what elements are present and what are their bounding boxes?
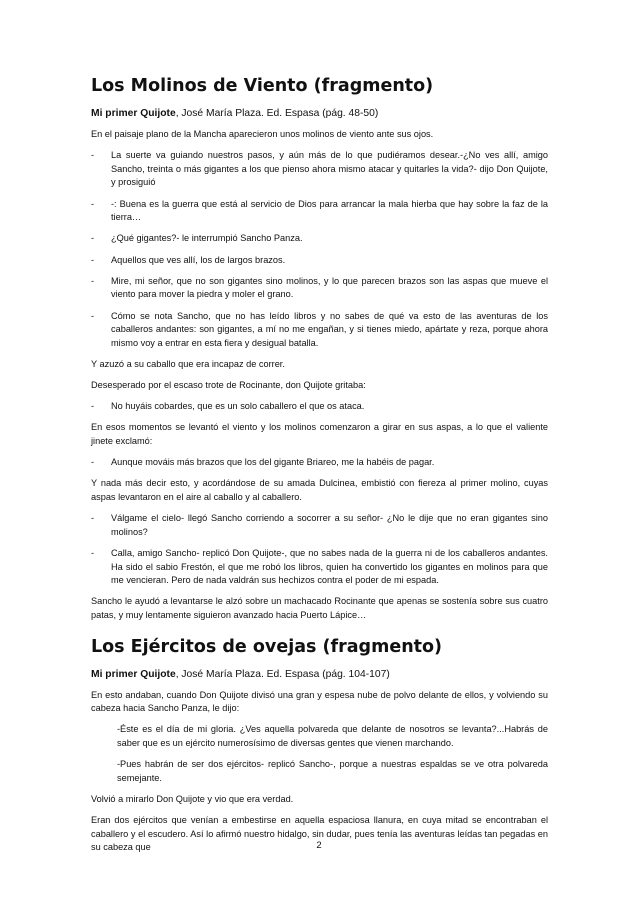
dialogue-line: - Aunque mováis más brazos que los del gigante Briareo, me la habéis de pagar. [91,457,435,468]
paragraph: En el paisaje plano de la Mancha aparecieron unos molinos de viento ante sus ojos. [91,129,434,139]
dialogue-line: - Mire, mi señor, que no son gigantes sino molinos, y lo que parecen brazos son las aspas que mueve el viento para mover la piedra y moler el grano. [91,275,548,300]
paragraph: En esto andaban, cuando Don Quijote divisó una gran y espesa nube de polvo delante de ellos, y volviendo su cabeza hacia Sancho Panza, le dijo: [91,689,548,714]
dialogue-line: - -: Buena es la guerra que está al servicio de Dios para arrancar la mala hierba que hay sobre la faz de la tierra… [91,198,548,223]
section-title-ejercitos: Los Ejércitos de ovejas (fragmento) [91,636,443,657]
dialogue-line: - Aquellos que ves allí, los de largos brazos. [91,254,286,265]
quote-block: -Pues habrán de ser dos ejércitos- replicó Sancho-, porque a nuestras espaldas se ve otra polvareda semejante. [117,759,548,783]
book-title: Mi primer Quijote [91,108,176,119]
page-number: 2 [316,840,322,851]
dialogue-line: - Válgame el cielo- llegó Sancho corriendo a socorrer a su señor- ¿No le dije que no eran gigantes sino molinos? [91,513,548,537]
dialogue-line: - Calla, amigo Sancho- replicó Don Quijote-, que no sabes nada de la guerra ni de los caballeros andantes. Ha sido el sabio Frestón, el que me robó los libros, quien ha convertido los gigantes en molinos para que me vencieran. Pero de nada valdrán sus hechizos contra el poder de mi espada. [91,547,548,586]
paragraph: Sancho le ayudó a levantarse le alzó sobre un machacado Rocinante que apenas se sostenía sobre sus cuatro patas, y muy lentamente siguieron avanzado hacia Puerto Lápice… [91,596,548,620]
paragraph: En esos momentos se levantó el viento y los molinos comenzaron a girar en sus aspas, a lo que el valiente jinete exclamó: [91,422,548,447]
document-page [91,76,548,862]
source-line [91,108,548,119]
dialogue-line: - ¿Qué gigantes?- le interrumpió Sancho Panza. [91,233,303,244]
paragraph: Y nada más decir esto, y acordándose de su amada Dulcinea, embistió con fiereza al primer molino, cuyas aspas levantaron en el aire al caballo y al caballero. [91,478,548,502]
book-title: Mi primer Quijote [91,668,176,680]
section-title-molinos: Los Molinos de Viento (fragmento) [91,76,434,96]
dialogue-line: - La suerte va guiando nuestros pasos, y aún más de lo que pudiéramos desear.-¿No ves allí, amigo Sancho, treinta o más gigantes a los que pienso ahora mismo atacar y quitarles la vida?- dijo Don Quijote, y prosiguió [91,150,548,188]
book-details: , José María Plaza. Ed. Espasa (pág. 48-50) [175,108,379,119]
source-line [91,669,548,680]
dialogue-line: - Cómo se nota Sancho, que no has leído libros y no sabes de qué va esto de las aventuras de los caballeros andantes: son gigantes, a mí no me engañan, y si tienes miedo, apártate y reza, porque ahora mismo voy a entrar en esta fiera y desigual batalla. [91,310,548,348]
quote-block: -Éste es el día de mi gloria. ¿Ves aquella polvareda que delante de nosotros se levanta?...Habrás de saber que es un ejército numerosísimo de diversas gentes que vienen marchando. [117,724,548,748]
paragraph: Eran dos ejércitos que venían a embestirse en aquella espaciosa llanura, en cuya mitad se encontraban el caballero y el escudero. Así lo afirmó nuestro hidalgo, sin dudar, pues tenía las aventuras leídas tan pegadas en su cabeza que [91,815,548,853]
book-details: , José María Plaza. Ed. Espasa (pág. 104-107) [175,668,390,680]
paragraph: Y azuzó a su caballo que era incapaz de correr. [91,358,285,369]
dialogue-line: - No huyáis cobardes, que es un solo caballero el que os ataca. [91,401,365,412]
paragraph: Volvió a mirarlo Don Quijote y vio que era verdad. [91,793,294,804]
paragraph: Desesperado por el escaso trote de Rocinante, don Quijote gritaba: [91,380,366,391]
